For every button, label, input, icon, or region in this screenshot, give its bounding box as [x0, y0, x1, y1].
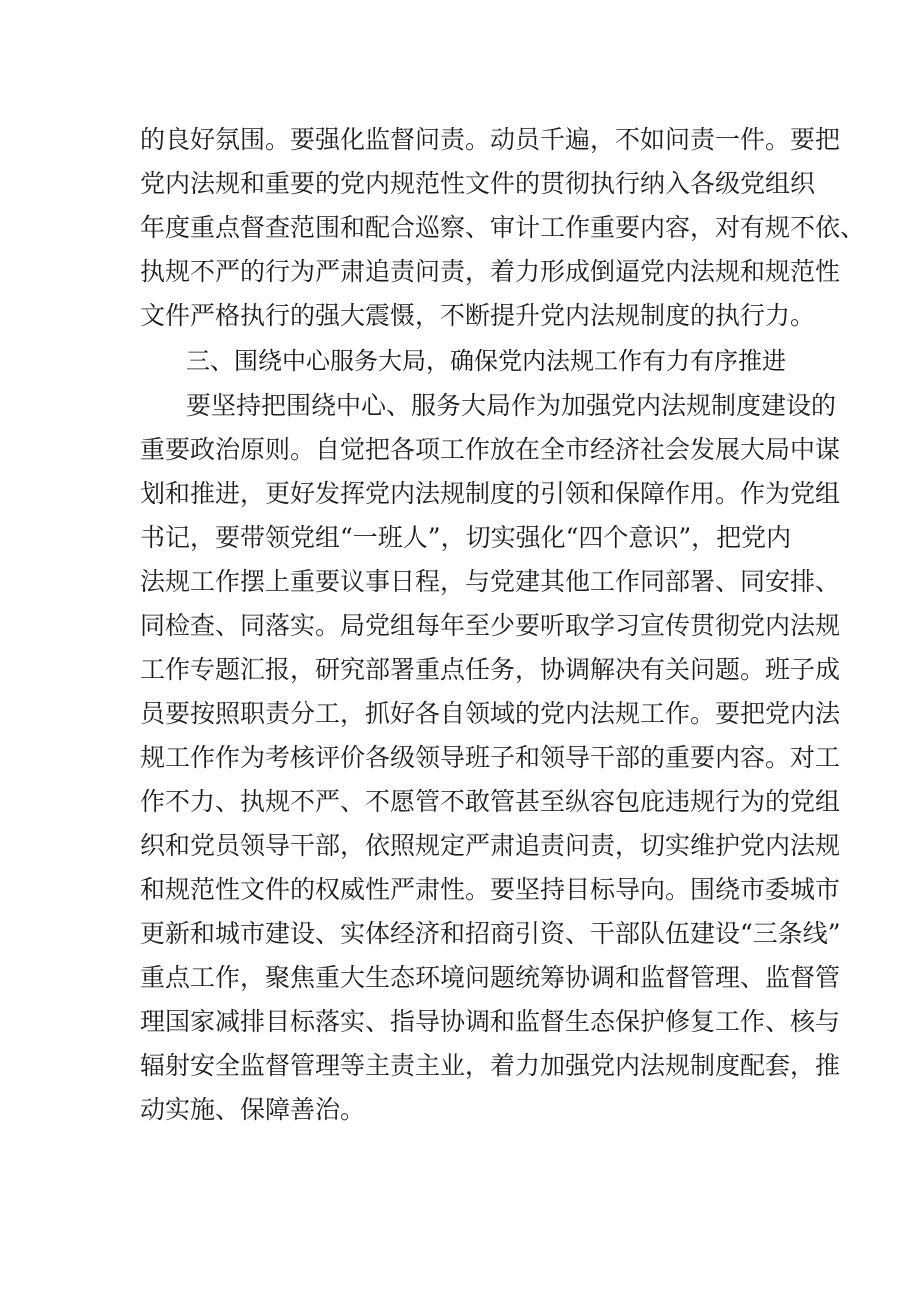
body-text-line: 法规工作摆上重要议事日程，与党建其他工作同部署、同安排、 — [140, 567, 841, 596]
body-text-line: 动实施、保障善治。 — [140, 1095, 366, 1124]
body-text-line: 辐射安全监督管理等主责主业，着力加强党内法规制度配套，推 — [140, 1051, 841, 1080]
section-heading: 三、围绕中心服务大局，确保党内法规工作有力有序推进 — [186, 347, 786, 375]
body-text-line: 党内法规和重要的党内规范性文件的贯彻执行纳入各级党组织 — [140, 169, 816, 198]
body-text-line: 和规范性文件的权威性严肃性。要坚持目标导向。围绕市委城市 — [140, 875, 841, 904]
body-text-line: 作不力、执规不严、不愿管不敢管甚至纵容包庇违规行为的党组 — [140, 787, 841, 816]
body-text-line: 划和推进，更好发挥党内法规制度的引领和保障作用。作为党组 — [140, 479, 841, 508]
body-text-line: 文件严格执行的强大震慑，不断提升党内法规制度的执行力。 — [140, 301, 816, 330]
body-text-line: 重要政治原则。自觉把各项工作放在全市经济社会发展大局中谋 — [140, 435, 841, 464]
body-text-line: 工作专题汇报，研究部署重点任务，协调解决有关问题。班子成 — [140, 655, 841, 684]
body-text-line: 员要按照职责分工，抓好各自领域的党内法规工作。要把党内法 — [140, 699, 841, 728]
body-text-line: 织和党员领导干部，依照规定严肃追责问责，切实维护党内法规 — [140, 831, 841, 860]
body-text-line: 要坚持把围绕中心、服务大局作为加强党内法规制度建设的 — [186, 391, 837, 420]
body-text-line: 书记，要带领党组“一班人”，切实强化“四个意识”，把党内 — [140, 523, 792, 552]
body-text-line: 同检查、同落实。局党组每年至少要听取学习宣传贯彻党内法规 — [140, 611, 841, 640]
body-text-line: 规工作作为考核评价各级领导班子和领导干部的重要内容。对工 — [140, 743, 841, 772]
body-text-line: 重点工作，聚焦重大生态环境问题统筹协调和监督管理、监督管 — [140, 963, 841, 992]
body-text-line: 年度重点督查范围和配合巡察、审计工作重要内容，对有规不依、 — [140, 213, 866, 242]
body-text-line: 更新和城市建设、实体经济和招商引资、干部队伍建设“三条线” — [140, 919, 841, 948]
body-text-line: 的良好氛围。要强化监督问责。动员千遍，不如问责一件。要把 — [140, 125, 841, 154]
body-text-line: 执规不严的行为严肃追责问责，着力形成倒逼党内法规和规范性 — [140, 257, 841, 286]
body-text-line: 理国家减排目标落实、指导协调和监督生态保护修复工作、核与 — [140, 1007, 841, 1036]
